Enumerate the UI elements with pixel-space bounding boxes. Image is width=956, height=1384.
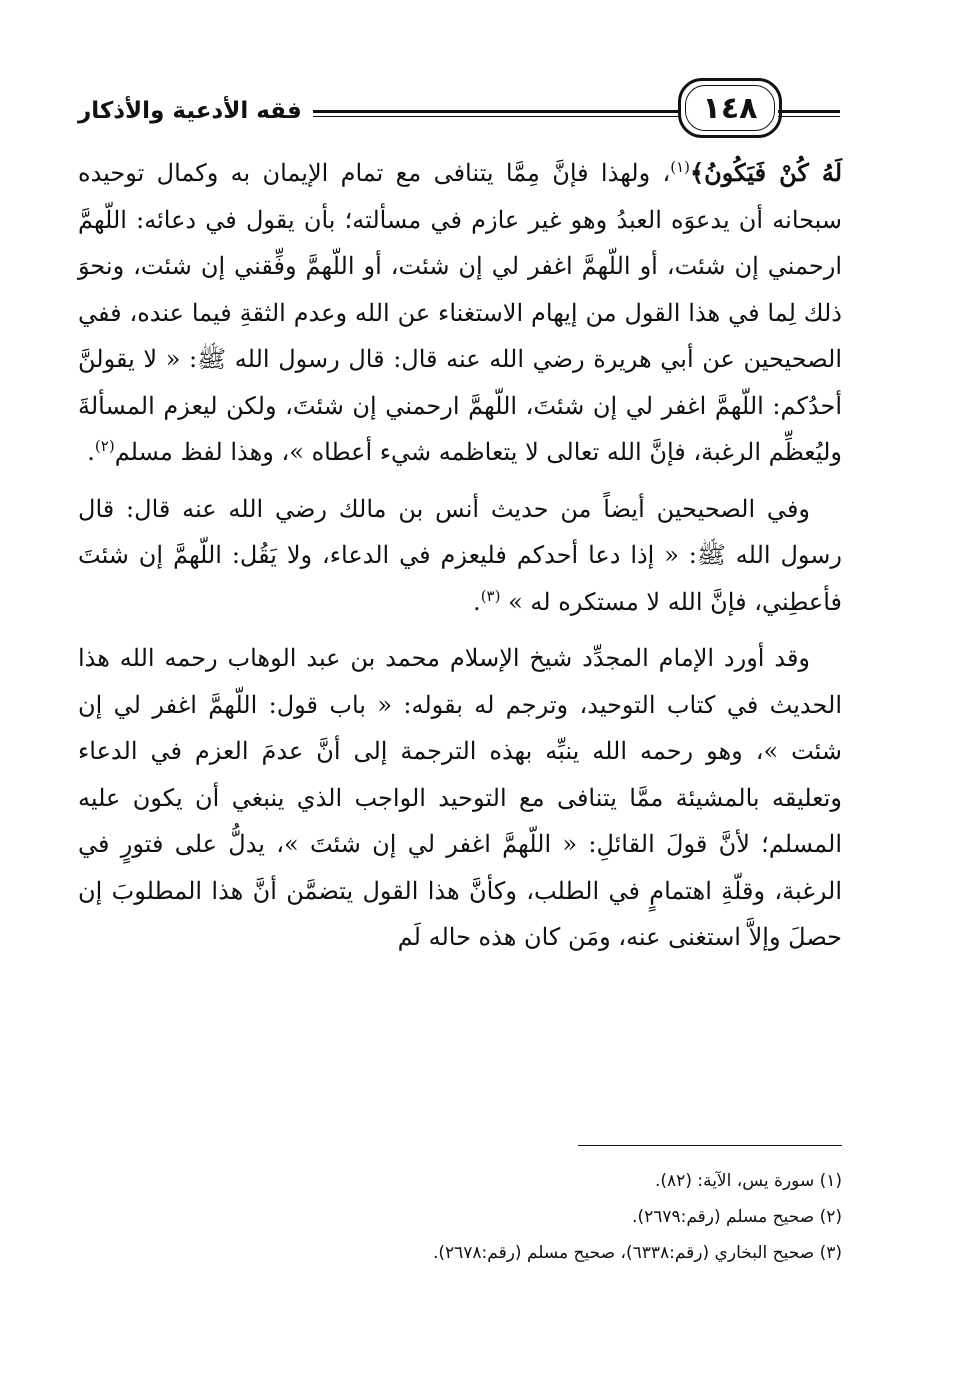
running-title: فقه الأدعية والأذكار bbox=[78, 98, 302, 124]
main-text bbox=[78, 150, 842, 961]
footnote-3: (٣) صحيح البخاري (رقم:٦٣٣٨)، صحيح مسلم (رقم:٢٦٧٨). bbox=[432, 1243, 842, 1263]
footnote-ref-3: (٣) bbox=[480, 586, 501, 605]
paragraph-1-text: ، ولهذا فإنَّ مِمَّا يتنافى مع تمام الإيمان به وكمال توحيده سبحانه أن يدعوَه العبدُ وهو غير عازم في مسألته؛ بأن يقول في دعائه: اللّهمَّ ارحمني إن شئت، أو اللّهمَّ اغفر لي إن شئت، أو اللّهمَّ وفِّقني إن شئت، ونحوَ ذلك لِما في هذا القول من إيهام الاستغناء عن الله وعدم الثقةِ فيما عنده، ففي الصحيحين عن أبي هريرة رضي الله عنه قال: قال رسول الله ﷺ: « لا يقولنَّ أحدُكم: اللّهمَّ اغفر لي إن شئتَ، اللّهمَّ ارحمني إن شئتَ، ولكن ليعزم المسألةَ وليُعظِّم الرغبة، فإنَّ الله تعالى لا يتعاظمه شيء أعطاه »، وهذا لفظ مسلم bbox=[78, 159, 843, 466]
footnote-ref-2: (٢) bbox=[94, 437, 115, 455]
header-rule-right bbox=[778, 110, 840, 117]
paragraph-1 bbox=[78, 150, 842, 476]
paragraph-3-text: وقد أورد الإمام المجدِّد شيخ الإسلام محمد بن عبد الوهاب رحمه الله هذا الحديث في كتاب التوحيد، وترجم له بقوله: « باب قول: اللّهمَّ اغفر لي إن شئت »، وهو رحمه الله ينبِّه بهذه الترجمة إلى أنَّ عدمَ العزم في الدعاء وتعليقه بالمشيئة ممَّا يتنافى مع التوحيد الواجب الذي ينبغي أن يكون عليه المسلم؛ لأنَّ قولَ القائلِ: « اللّهمَّ اغفر لي إن شئتَ »، يدلُّ على فتورٍ في الرغبة، وقلّةِ اهتمامٍ في الطلب، وكأنَّ هذا القول يتضمَّن أنَّ هذا المطلوبَ إن حصلَ وإلاَّ استغنى عنه، ومَن كان هذه حاله لَم bbox=[78, 644, 842, 951]
paragraph-3 bbox=[78, 635, 842, 961]
paragraph-2-text: وفي الصحيحين أيضاً من حديث أنس بن مالك رضي الله عنه قال: قال رسول الله ﷺ: « إذا دعا أحدكم فليعزم في الدعاء، ولا يَقُل: اللّهمَّ إن شئتَ فأعطِني، فإنَّ الله لا مستكره له » bbox=[78, 494, 842, 616]
footnotes bbox=[78, 1163, 842, 1271]
running-header bbox=[78, 78, 840, 142]
paragraph-2 bbox=[78, 486, 842, 626]
page-number: ١٤٨ bbox=[678, 78, 782, 138]
footnote-ref-1: (١) bbox=[670, 158, 690, 176]
paragraph-1-end: . bbox=[87, 438, 95, 466]
footnote-2: (٢) صحيح مسلم (رقم:٢٦٧٩). bbox=[632, 1207, 842, 1227]
paragraph-2-end: . bbox=[473, 587, 481, 616]
footnote-1: (١) سورة يس، الآية: (٨٢). bbox=[655, 1171, 842, 1191]
quran-verse: لَهُ كُنْ فَيَكُونُ﴾ bbox=[690, 158, 843, 187]
footnote-separator bbox=[578, 1145, 842, 1146]
